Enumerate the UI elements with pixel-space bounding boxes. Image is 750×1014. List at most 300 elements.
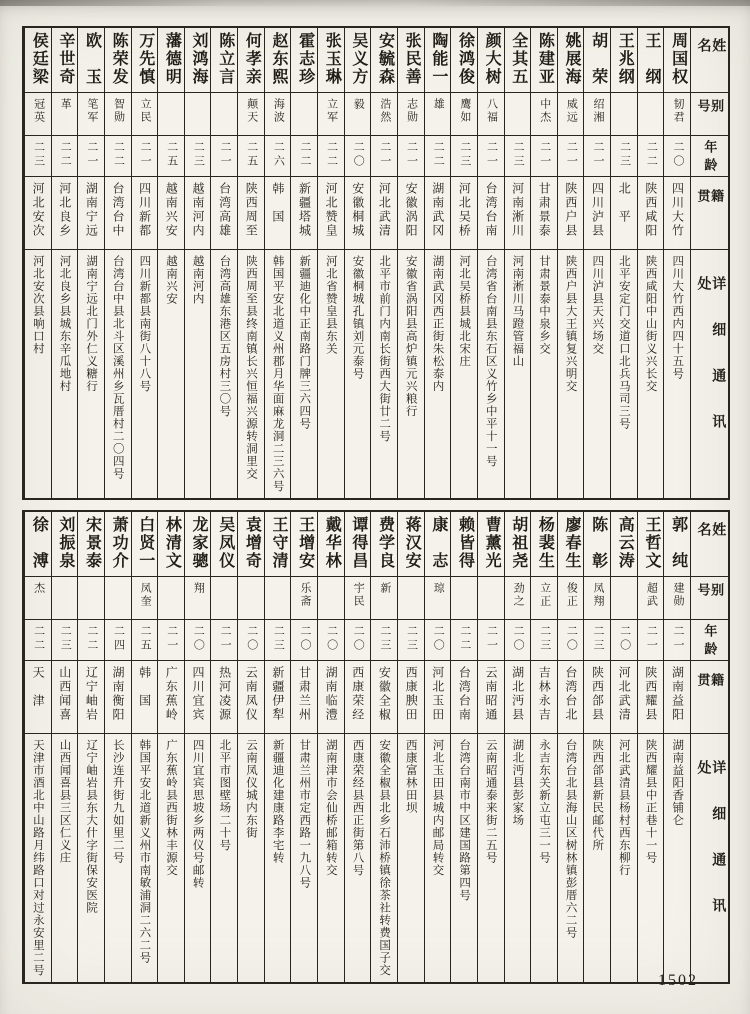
person-age-cell-text: 二一 <box>405 141 418 169</box>
person-native-cell-text: 西康荣经 <box>350 666 365 722</box>
person-address-cell-text: 河北玉田县城内邮局转交 <box>431 739 444 877</box>
person-name-cell-text: 陈荣发 <box>110 32 128 86</box>
person-name-cell-text: 吴义方 <box>349 32 367 86</box>
person-alias-cell-text: 绍湘 <box>592 98 605 124</box>
person-name-cell-text: 姚展海 <box>563 32 581 86</box>
person-alias-cell <box>158 576 184 619</box>
row-header-name-text: 姓名 <box>695 522 726 551</box>
person-name-cell-text: 周国权 <box>669 32 687 86</box>
person-name-cell <box>318 28 344 92</box>
person-name-cell <box>478 512 504 576</box>
person-alias-cell <box>345 576 371 619</box>
person-native-cell-text: 湖南衡阳 <box>111 666 126 722</box>
person-age-cell-text: 二〇 <box>245 625 258 653</box>
person-name-cell <box>345 512 371 576</box>
person-alias-cell-text: 雄 <box>432 98 445 111</box>
person-address-cell-text: 湖南津市会仙桥邮箱转交 <box>324 739 337 877</box>
person-age-cell-text: 二〇 <box>565 625 578 653</box>
person-age-cell-text: 二一 <box>671 625 684 653</box>
person-address-cell-text: 四川大竹西内四十五号 <box>671 255 684 380</box>
person-age-cell <box>664 619 690 660</box>
person-alias-cell <box>265 92 291 135</box>
person-name-cell <box>638 28 664 92</box>
person-column <box>637 512 664 982</box>
person-native-cell-text: 四川宜宾 <box>190 666 205 722</box>
person-native-cell <box>505 660 531 733</box>
person-name-cell <box>78 28 104 92</box>
person-address-cell-text: 湖南武冈西正街朱松泰内 <box>431 255 444 393</box>
person-name-cell <box>265 28 291 92</box>
row-header-age <box>691 619 728 660</box>
person-native-cell-text: 河北玉田 <box>430 666 445 722</box>
person-native-cell-text: 云南昭通 <box>483 666 498 722</box>
person-address-cell-text: 西康富林田坝 <box>404 739 417 814</box>
band-bottom <box>22 510 730 984</box>
person-column <box>530 512 557 982</box>
person-name-cell-text: 颜大树 <box>483 32 501 86</box>
person-alias-cell-text: 杰 <box>32 582 45 595</box>
person-alias-cell-text: 中杰 <box>538 98 551 124</box>
person-age-cell <box>132 135 158 176</box>
person-age-cell <box>78 135 104 176</box>
person-address-cell <box>584 733 610 982</box>
person-age-cell <box>105 135 131 176</box>
person-native-cell <box>425 660 451 733</box>
person-age-cell-text: 二〇 <box>352 625 365 653</box>
person-name-cell-text: 曹薰光 <box>483 516 501 570</box>
person-native-cell-text: 甘肃景泰 <box>537 182 552 238</box>
person-name-cell-text: 陈建亚 <box>536 32 554 86</box>
person-address-cell-text: 湖南益阳香铺仑 <box>671 739 684 827</box>
person-address-cell-text: 湖北沔县彭家场 <box>511 739 524 827</box>
person-name-cell-text: 王 纲 <box>642 32 660 86</box>
person-column <box>370 512 397 982</box>
person-address-cell <box>105 249 131 498</box>
person-column <box>370 28 397 498</box>
person-alias-cell <box>584 576 610 619</box>
person-age-cell-text: 二二 <box>85 625 98 653</box>
person-native-cell <box>105 176 131 249</box>
person-address-cell-text: 台湾台南市中区建国路第四号 <box>458 739 471 902</box>
person-alias-cell <box>52 576 78 619</box>
person-age-cell <box>78 619 104 660</box>
person-alias-cell-text: 立正 <box>538 582 551 608</box>
person-name-cell <box>52 28 78 92</box>
person-native-cell-text: 甘肃兰州 <box>297 666 312 722</box>
directory-tables <box>22 26 730 984</box>
person-native-cell <box>345 660 371 733</box>
person-name-cell <box>638 512 664 576</box>
person-address-cell-text: 北平安定门交道口北兵马司三号 <box>617 255 630 430</box>
row-header-native <box>691 176 728 249</box>
person-name-cell <box>425 28 451 92</box>
person-address-cell-text: 陕西咸阳中山街义兴长交 <box>644 255 657 393</box>
person-native-cell-text: 山西闻喜 <box>57 666 72 722</box>
person-alias-cell-text: 冠英 <box>32 98 45 124</box>
person-age-cell-text: 二五 <box>245 141 258 169</box>
person-age-cell <box>505 135 531 176</box>
person-address-cell-text: 台湾台北县海山区树林镇彭厝六二号 <box>564 739 577 939</box>
person-alias-cell <box>52 92 78 135</box>
person-age-cell <box>558 619 584 660</box>
person-address-cell-text: 广东蕉岭县西街林丰源交 <box>165 739 178 877</box>
person-native-cell <box>211 176 237 249</box>
person-native-cell <box>25 176 51 249</box>
person-address-cell <box>211 733 237 982</box>
person-age-cell-text: 二二 <box>32 625 45 653</box>
person-address-cell <box>638 733 664 982</box>
person-alias-cell <box>505 576 531 619</box>
person-column <box>131 512 158 982</box>
person-alias-cell <box>531 92 557 135</box>
person-age-cell <box>105 619 131 660</box>
row-header-age <box>691 135 728 176</box>
person-alias-cell <box>478 92 504 135</box>
person-native-cell-text: 热河凌源 <box>217 666 232 722</box>
person-native-cell-text: 台湾台南 <box>457 666 472 722</box>
person-alias-cell <box>451 92 477 135</box>
person-name-cell <box>584 28 610 92</box>
person-native-cell <box>105 660 131 733</box>
person-age-cell <box>425 619 451 660</box>
person-age-cell-text: 二五 <box>165 141 178 169</box>
person-alias-cell <box>664 576 690 619</box>
person-address-cell <box>238 249 264 498</box>
person-name-cell-text: 林清文 <box>163 516 181 570</box>
person-address-cell <box>52 249 78 498</box>
person-alias-cell-text: 海波 <box>272 98 285 124</box>
person-name-cell <box>105 512 131 576</box>
person-native-cell <box>52 660 78 733</box>
person-alias-cell <box>78 576 104 619</box>
person-alias-cell <box>531 576 557 619</box>
person-native-cell <box>584 660 610 733</box>
person-native-cell <box>558 660 584 733</box>
person-address-cell <box>478 733 504 982</box>
person-name-cell <box>291 512 317 576</box>
person-address-cell <box>265 249 291 498</box>
person-address-cell-text: 安徽全椒县北乡石沛桥镇徐茶社转费国子交 <box>378 739 391 977</box>
person-alias-cell <box>105 576 131 619</box>
person-column <box>397 512 424 982</box>
person-name-cell-text: 安毓森 <box>376 32 394 86</box>
person-address-cell-text: 河北吴桥县城北宋庄 <box>458 255 471 368</box>
person-column <box>210 28 237 498</box>
person-native-cell-text: 西康腴田 <box>404 666 419 722</box>
person-native-cell <box>638 660 664 733</box>
person-address-cell <box>664 733 690 982</box>
person-name-cell-text: 刘振泉 <box>56 516 74 570</box>
person-age-cell-text: 二三 <box>59 625 72 653</box>
person-column <box>77 28 104 498</box>
person-alias-cell <box>211 576 237 619</box>
person-alias-cell <box>611 576 637 619</box>
person-address-cell <box>425 249 451 498</box>
person-native-cell-text: 陕西郃县 <box>590 666 605 722</box>
person-address-cell <box>132 249 158 498</box>
person-name-cell-text: 白贤一 <box>136 516 154 570</box>
person-column <box>344 512 371 982</box>
person-name-cell <box>664 28 690 92</box>
person-alias-cell <box>345 92 371 135</box>
person-column <box>317 28 344 498</box>
person-native-cell <box>211 660 237 733</box>
person-alias-cell-text: 翔 <box>192 582 205 595</box>
person-native-cell-text: 河南淅川 <box>510 182 525 238</box>
person-age-cell <box>318 619 344 660</box>
person-age-cell <box>238 619 264 660</box>
person-native-cell-text: 越南河内 <box>190 182 205 238</box>
person-native-cell-text: 台湾台中 <box>111 182 126 238</box>
person-age-cell-text: 二〇 <box>432 625 445 653</box>
person-age-cell-text: 二二 <box>59 141 72 169</box>
person-native-cell <box>52 176 78 249</box>
person-age-cell <box>52 619 78 660</box>
person-alias-cell <box>451 576 477 619</box>
person-age-cell-text: 二四 <box>112 625 125 653</box>
person-address-cell <box>611 249 637 498</box>
person-native-cell <box>664 660 690 733</box>
person-age-cell <box>345 135 371 176</box>
person-name-cell-text: 吴凤仪 <box>216 516 234 570</box>
person-alias-cell-text: 琼 <box>432 582 445 595</box>
person-name-cell-text: 刘鸿海 <box>190 32 208 86</box>
row-header-alias-text: 别号 <box>695 583 725 603</box>
person-name-cell-text: 王守清 <box>269 516 287 570</box>
person-alias-cell <box>398 576 424 619</box>
person-name-cell-text: 王哲文 <box>642 516 660 570</box>
row-header-name <box>691 28 728 92</box>
person-alias-cell <box>371 92 397 135</box>
person-native-cell-text: 越南兴安 <box>164 182 179 238</box>
person-name-cell <box>78 512 104 576</box>
person-address-cell <box>318 733 344 982</box>
person-address-cell-text: 甘肃景泰中泉乡交 <box>538 255 550 355</box>
person-native-cell <box>531 176 557 249</box>
person-alias-cell <box>105 92 131 135</box>
person-age-cell <box>291 135 317 176</box>
person-age-cell-text: 二三 <box>192 141 205 169</box>
person-native-cell <box>398 176 424 249</box>
person-column <box>450 512 477 982</box>
person-column <box>184 512 211 982</box>
person-column <box>317 512 344 982</box>
person-name-cell-text: 陈立言 <box>216 32 234 86</box>
person-name-cell-text: 戴华林 <box>323 516 341 570</box>
person-alias-cell <box>611 92 637 135</box>
person-age-cell-text: 二三 <box>618 141 631 169</box>
person-address-cell <box>265 733 291 982</box>
person-age-cell <box>398 619 424 660</box>
person-name-cell <box>558 28 584 92</box>
person-name-cell <box>105 28 131 92</box>
person-address-cell-text: 四川泸县天兴场交 <box>591 255 604 355</box>
row-header-address <box>691 733 728 982</box>
person-age-cell <box>211 619 237 660</box>
person-alias-cell <box>425 576 451 619</box>
person-column <box>131 28 158 498</box>
person-age-cell-text: 二一 <box>139 141 152 169</box>
person-column <box>610 512 637 982</box>
person-native-cell-text: 河北吴桥 <box>457 182 472 238</box>
person-name-cell-text: 赖皆得 <box>456 516 474 570</box>
person-age-cell <box>265 135 291 176</box>
person-native-cell-text: 台湾台南 <box>483 182 498 238</box>
person-native-cell <box>158 660 184 733</box>
person-native-cell-text: 韩 国 <box>270 182 285 224</box>
person-address-cell-text: 河北省赞皇县东关 <box>324 255 337 355</box>
row-header-address-text: 详细通讯处 <box>695 276 726 460</box>
person-name-cell-text: 萧功介 <box>110 516 128 570</box>
person-address-cell-text: 北平市图壁场二十号 <box>218 739 231 852</box>
row-header-alias <box>691 576 728 619</box>
person-name-cell <box>664 512 690 576</box>
person-name-cell <box>211 28 237 92</box>
person-native-cell-text: 新疆塔城 <box>297 182 312 238</box>
person-name-cell-text: 胡祖尧 <box>509 516 527 570</box>
person-name-cell-text: 陈 彰 <box>589 516 607 570</box>
person-alias-cell <box>78 92 104 135</box>
person-name-cell <box>185 512 211 576</box>
person-native-cell-text: 河北武清 <box>377 182 392 238</box>
person-age-cell <box>584 135 610 176</box>
person-native-cell <box>451 176 477 249</box>
person-column <box>104 512 131 982</box>
person-alias-cell <box>238 92 264 135</box>
person-alias-cell <box>638 92 664 135</box>
person-alias-cell-text: 革 <box>59 98 72 111</box>
person-native-cell <box>451 660 477 733</box>
person-address-cell-text: 台湾高雄东港区五房村三〇号 <box>218 255 231 418</box>
person-address-cell <box>584 249 610 498</box>
person-alias-cell <box>185 92 211 135</box>
person-name-cell <box>478 28 504 92</box>
person-age-cell <box>132 619 158 660</box>
person-alias-cell-text: 建勋 <box>671 582 684 608</box>
person-address-cell-text: 陕西户县大王镇复兴明交 <box>564 255 577 393</box>
person-address-cell-text: 韩国平安北道义州郡月华面麻龙洞二三六号 <box>271 255 284 493</box>
person-address-cell-text: 新疆迪化中正南路门牌三六四号 <box>298 255 311 430</box>
person-age-cell-text: 二二 <box>432 141 445 169</box>
person-column <box>24 28 51 498</box>
person-address-cell <box>132 733 158 982</box>
person-age-cell <box>638 135 664 176</box>
row-header-age-text: 年龄 <box>702 140 718 176</box>
row-header-name-text: 姓名 <box>695 38 726 67</box>
row-header-alias <box>691 92 728 135</box>
person-native-cell-text: 台湾高雄 <box>217 182 232 238</box>
person-column <box>237 28 264 498</box>
person-alias-cell <box>558 576 584 619</box>
person-alias-cell-text: 立民 <box>139 98 152 124</box>
person-column <box>424 28 451 498</box>
person-age-cell <box>451 619 477 660</box>
person-name-cell <box>25 512 51 576</box>
person-column <box>104 28 131 498</box>
person-address-cell-text: 甘肃兰州市定西路一九八号 <box>298 739 311 889</box>
person-age-cell <box>185 135 211 176</box>
person-name-cell-text: 陶能一 <box>429 32 447 86</box>
person-alias-cell <box>291 576 317 619</box>
person-column <box>450 28 477 498</box>
person-age-cell-text: 二〇 <box>671 141 684 169</box>
person-alias-cell-text: 劲之 <box>512 582 525 608</box>
person-native-cell <box>505 176 531 249</box>
row-header-address <box>691 249 728 498</box>
person-name-cell-text: 全其五 <box>509 32 527 86</box>
person-column <box>530 28 557 498</box>
scan-edge-artifact <box>0 0 750 6</box>
person-alias-cell <box>478 576 504 619</box>
person-alias-cell <box>398 92 424 135</box>
person-address-cell-text: 新疆迪化建康路李宅转 <box>271 739 284 864</box>
person-age-cell-text: 二一 <box>485 141 498 169</box>
person-name-cell <box>238 28 264 92</box>
person-address-cell <box>345 249 371 498</box>
person-age-cell <box>291 619 317 660</box>
person-native-cell-text: 安徽涡阳 <box>404 182 419 238</box>
person-address-cell <box>478 249 504 498</box>
person-name-cell-text: 高云涛 <box>616 516 634 570</box>
person-alias-cell <box>158 92 184 135</box>
person-native-cell <box>158 176 184 249</box>
person-name-cell <box>158 28 184 92</box>
person-native-cell <box>238 176 264 249</box>
person-address-cell <box>291 733 317 982</box>
person-address-cell <box>291 249 317 498</box>
person-native-cell-text: 陕西户县 <box>563 182 578 238</box>
person-alias-cell <box>638 576 664 619</box>
person-address-cell <box>611 733 637 982</box>
person-alias-cell-text: 八福 <box>485 98 498 124</box>
person-native-cell-text: 陕西咸阳 <box>643 182 658 238</box>
person-address-cell <box>425 733 451 982</box>
person-name-cell <box>291 28 317 92</box>
person-address-cell <box>318 249 344 498</box>
person-native-cell <box>318 176 344 249</box>
person-name-cell <box>238 512 264 576</box>
person-alias-cell <box>318 92 344 135</box>
row-header-native <box>691 660 728 733</box>
person-address-cell <box>78 733 104 982</box>
row-header-address-text: 详细通讯处 <box>695 760 726 944</box>
person-age-cell-text: 二三 <box>592 625 605 653</box>
person-column <box>24 512 51 982</box>
person-age-cell <box>558 135 584 176</box>
person-alias-cell-text: 超武 <box>645 582 658 608</box>
person-age-cell <box>531 619 557 660</box>
person-native-cell-text: 湖北沔县 <box>510 666 525 722</box>
person-name-cell-text: 欧 玉 <box>83 32 101 86</box>
person-column <box>210 512 237 982</box>
person-address-cell-text: 安徽省涡阳县高炉镇元兴粮行 <box>404 255 417 418</box>
person-age-cell <box>185 619 211 660</box>
person-name-cell-text: 辛世奇 <box>56 32 74 86</box>
person-address-cell <box>52 733 78 982</box>
person-age-cell-text: 二二 <box>112 141 125 169</box>
person-age-cell-text: 二二 <box>645 141 658 169</box>
person-native-cell <box>238 660 264 733</box>
person-age-cell-text: 二二 <box>298 141 311 169</box>
person-name-cell-text: 谭得昌 <box>349 516 367 570</box>
person-age-cell <box>584 619 610 660</box>
person-name-cell <box>611 28 637 92</box>
row-header-native-text: 籍贯 <box>695 673 725 705</box>
person-alias-cell <box>238 576 264 619</box>
person-age-cell <box>158 619 184 660</box>
person-column <box>184 28 211 498</box>
person-name-cell-text: 王增安 <box>296 516 314 570</box>
